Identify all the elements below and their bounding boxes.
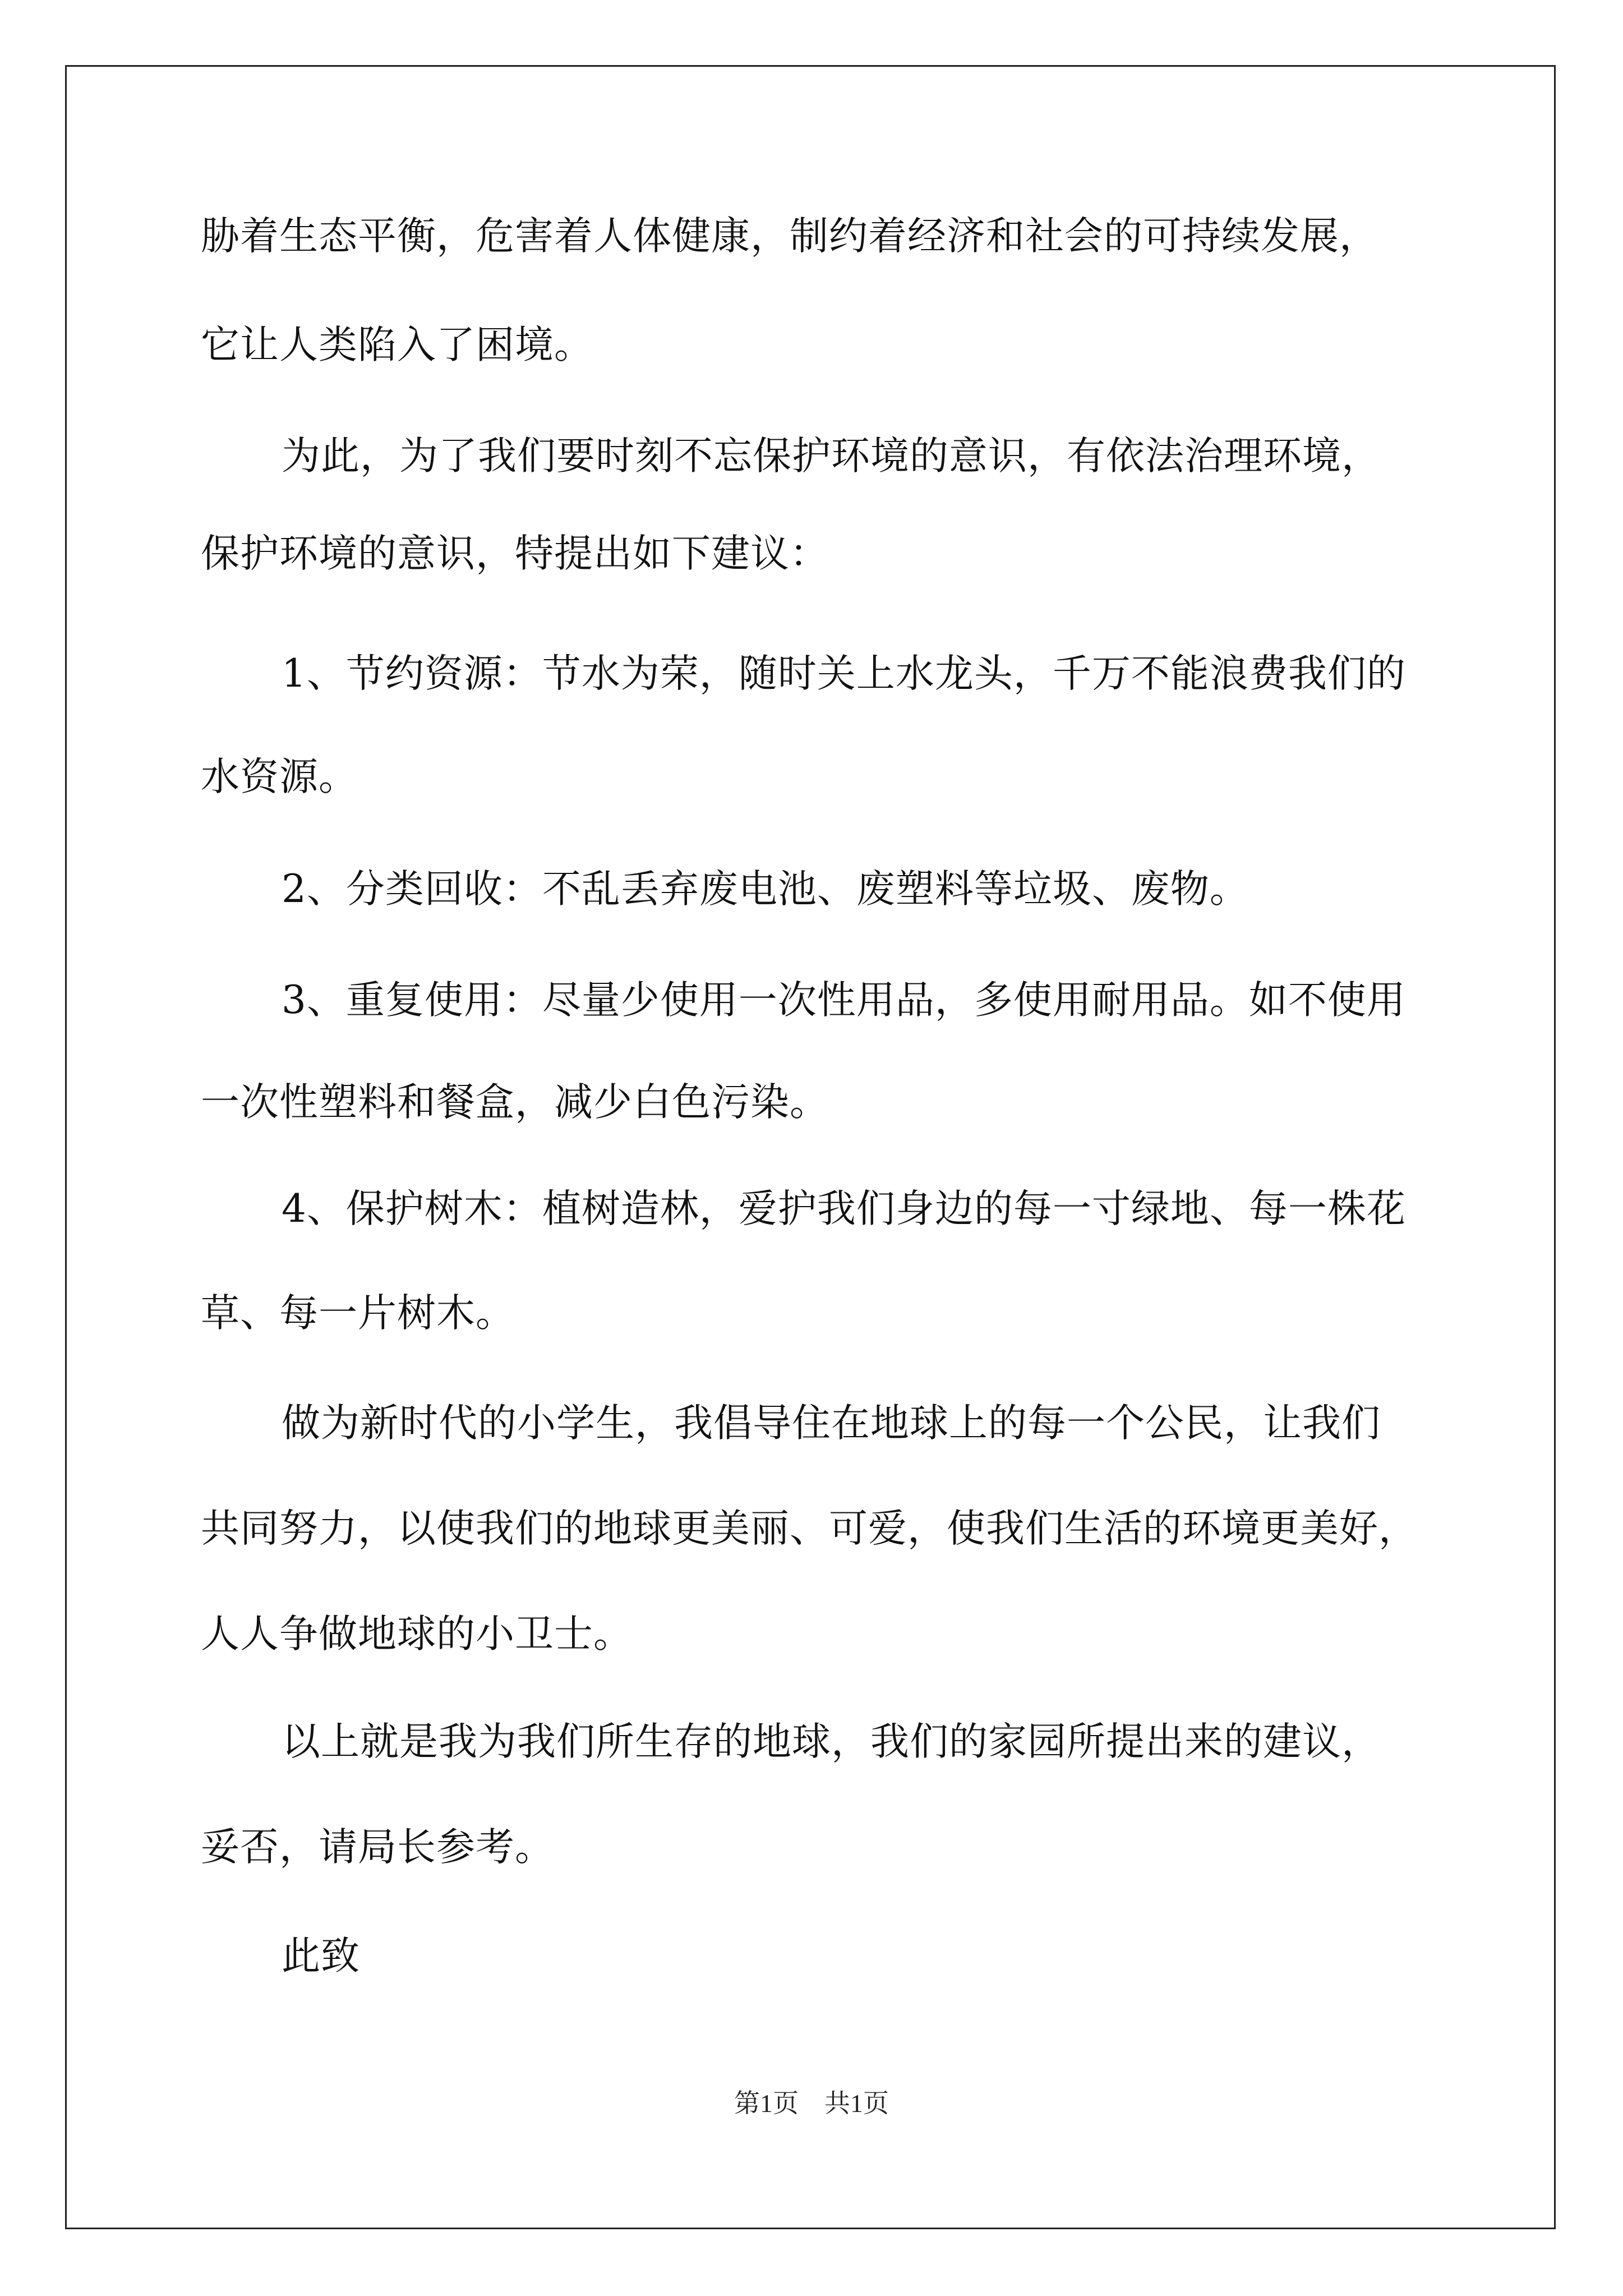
suggestion-1-line-2: 水资源。 [201,754,358,799]
paragraph-7-line-2: 共同努力，以使我们的地球更美丽、可爱，使我们生活的环境更美好， [201,1506,1418,1551]
paragraph-2-line-2: 保护环境的意识，特提出如下建议： [201,531,829,576]
paragraph-1-line-1: 胁着生态平衡，危害着人体健康，制约着经济和社会的可持续发展， [201,214,1378,259]
suggestion-1-line-1: 1、节约资源：节水为荣，随时关上水龙头，千万不能浪费我们的 [282,651,1406,696]
suggestion-2-line-1: 2、分类回收：不乱丢弃废电池、废塑料等垃圾、废物。 [282,867,1249,912]
suggestion-3-line-1: 3、重复使用：尽量少使用一次性用品，多使用耐用品。如不使用 [282,978,1406,1023]
paragraph-7-line-3: 人人争做地球的小卫士。 [201,1612,633,1657]
paragraph-7-line-1: 做为新时代的小学生，我倡导住在地球上的每一个公民，让我们 [282,1401,1381,1446]
paragraph-8-line-2: 妥否，请局长参考。 [201,1825,554,1870]
closing-salutation: 此致 [282,1934,360,1978]
suggestion-3-line-2: 一次性塑料和餐盒，减少白色污染。 [201,1080,829,1125]
paragraph-8-line-1: 以上就是我为我们所生存的地球，我们的家园所提出来的建议， [282,1719,1381,1764]
suggestion-4-line-2: 草、每一片树木。 [201,1291,515,1336]
suggestion-4-line-1: 4、保护树木：植树造林，爱护我们身边的每一寸绿地、每一株花 [282,1186,1406,1231]
paragraph-1-line-2: 它让人类陷入了困境。 [201,323,593,367]
paragraph-2-line-1: 为此，为了我们要时刻不忘保护环境的意识，有依法治理环境， [282,434,1381,478]
page-footer: 第1页 共1页 [734,2089,889,2118]
page-border [65,65,1556,2229]
